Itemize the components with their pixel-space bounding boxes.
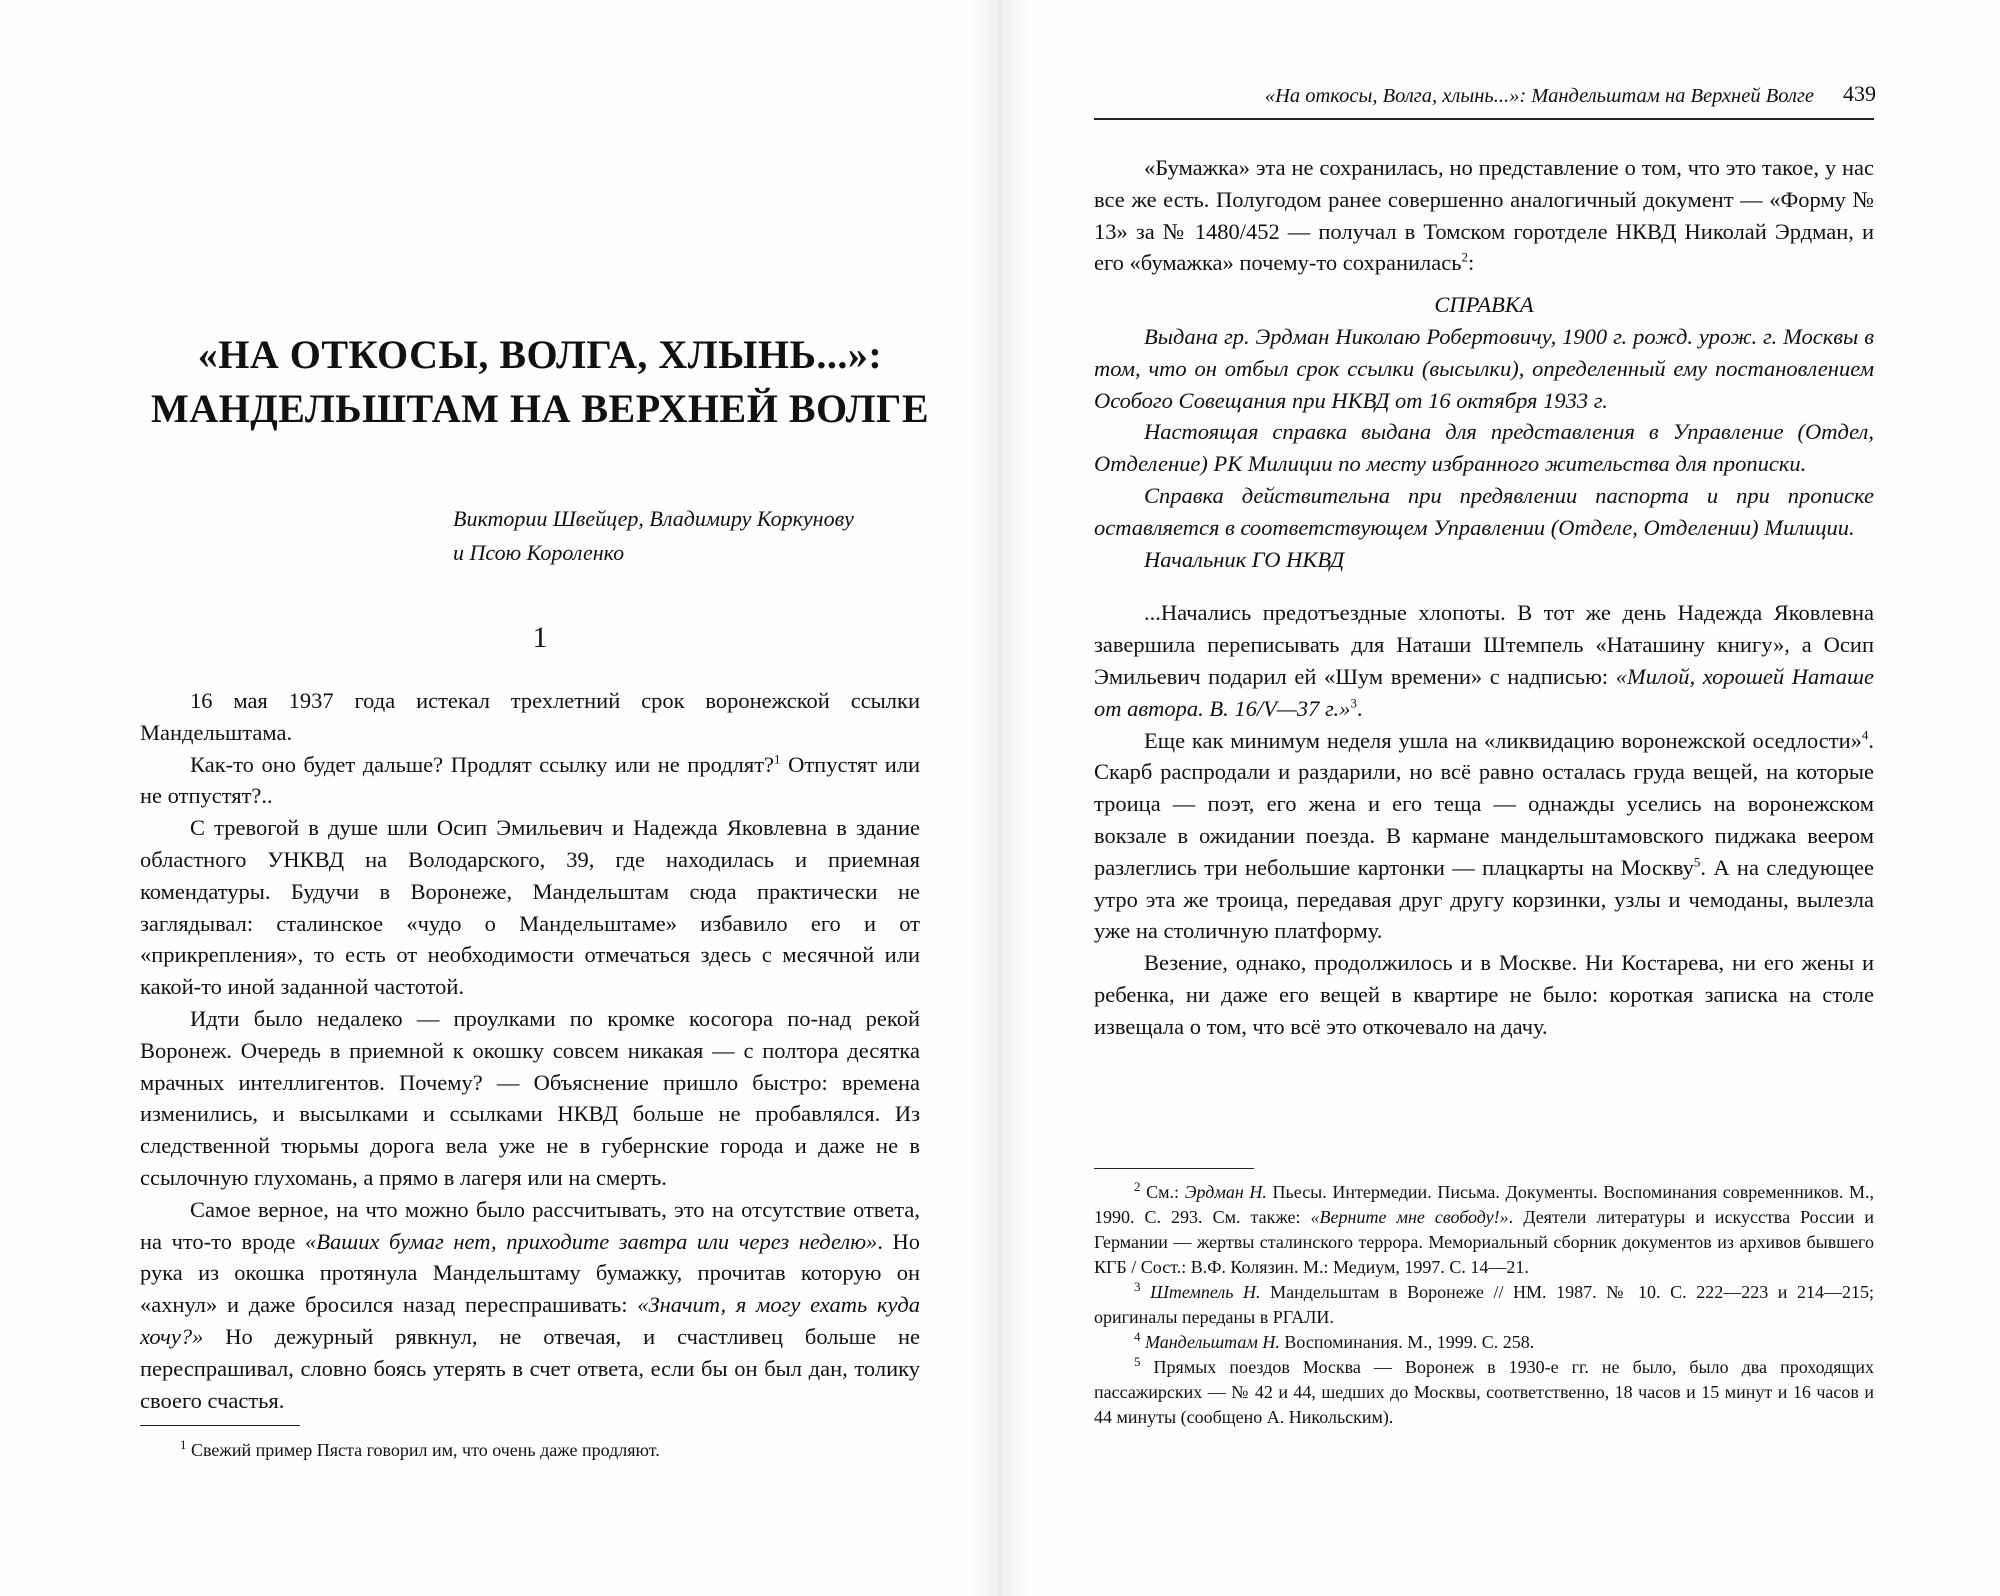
page-number: 439 <box>1843 81 1876 106</box>
paragraph <box>140 1194 920 1417</box>
document-paragraph: Настоящая справка выдана для представления в Управление (Отдел, Отделение) РК Милиции по месту избранного жительства для прописки. <box>1094 419 1874 477</box>
footnote-5 <box>1094 1355 1874 1430</box>
running-head: «На откосы, Волга, хлынь...»: Мандельштам на Верхней Волге <box>1264 85 1814 107</box>
footnote-author: Мандельштам Н. <box>1145 1332 1280 1352</box>
paragraph-text: . Скарб распродали и раздарили, но всё равно осталась груда вещей, на которые троица — поэт, его жена и его теща — однажды уселись на воронежском вокзале в ожидании поезда. В кармане мандельштамовского пиджака веером разлеглись три небольшие картонки — плацкарты на Москву <box>1094 727 1874 880</box>
paragraph <box>140 749 920 813</box>
paragraph-text: ...Начались предотъездные хлопоты. В тот же день Надежда Яковлевна завершила переписывать для Наташи Штемпель «Наташину книгу», а Осип Эмильевич подарил ей «Шум времени» с надписью: <box>1094 600 1874 689</box>
dedication-line-2: и Псою Короленко <box>453 540 625 565</box>
footnote-text: . Деятели литературы и искусства России и Германии — жертвы сталинского террора. Мемориальный сборник документов из архивов бывшего КГБ / Сост.: В.Ф. Колязин. М.: Медиум, 1997. С. 14—21. <box>1094 1207 1874 1277</box>
chapter-title-line-2: МАНДЕЛЬШТАМ НА ВЕРХНЕЙ ВОЛГЕ <box>150 386 930 431</box>
paragraph-text: . <box>1356 695 1363 721</box>
paragraph: Везение, однако, продолжилось и в Москве. Ни Костарева, ни его жены и ребенка, ни даже его вещей в квартире не было: короткая записка на столе извещала о том, что всё это откочевало на дачу. <box>1094 950 1874 1039</box>
paragraph-text: . А на следующее утро эта же троица, передавая друг другу корзинки, узлы и чемоданы, вылезла уже на столичную платформу. <box>1094 854 1874 944</box>
paragraph-text: Но дежурный рявкнул, не отвечая, и счастливец больше не переспрашивал, словно боясь утерять в счет ответа, если бы он был дан, толику своего счастья. <box>140 1323 920 1413</box>
paragraph: С тревогой в душе шли Осип Эмильевич и Надежда Яковлевна в здание областного УНКВД на Володарского, 39, где находилась и приемная комендатуры. Будучи в Воронеже, Мандельштам сюда практически не заглядывал: сталинское «чудо о Мандельштаме» избавило его и от «прикрепления», то есть от необходимости отмечаться здесь с месячной или какой-то иной заданной частотой. <box>140 815 920 1000</box>
quoted-speech: «Значит, я могу ехать куда хочу?» <box>140 1292 921 1349</box>
document-signature: Начальник ГО НКВД <box>1144 546 1345 572</box>
footnote-ref: 5 <box>1693 854 1701 870</box>
paragraph: Идти было недалеко — проулками по кромке косогора по-над рекой Воронеж. Очередь в приемной к окошку совсем никакая — с полтора десятка мрачных интеллигентов. Почему? — Объяснение пришло быстро: времена изменились, и высылками и ссылками НКВД больше не пробавлялся. Из следственной тюрьмы дорога вела уже не в губернские города и даже не в ссылочную глухомань, а прямо в лагеря или на смерть. <box>140 1005 920 1190</box>
paragraph: 16 мая 1937 года истекал трехлетний срок воронежской ссылки Мандельштама. <box>140 688 920 745</box>
footnote-author: Штемпель Н. <box>1150 1282 1261 1302</box>
footnote-ref: 1 <box>774 751 781 767</box>
footnote-text: Мандельштам в Воронеже // НМ. 1987. № 10. С. 222—223 и 214—215; оригиналы переданы в РГАЛИ. <box>1094 1282 1874 1327</box>
footnote-number: 2 <box>1134 1179 1141 1194</box>
footnote-text: Прямых поездов Москва — Воронеж в 1930-е гг. не было, было два проходящих пассажирских — № 42 и 44, шедших до Москвы, соответственно, 18 часов и 15 минут и 16 часов и 44 минуты (сообщено А. Никольским). <box>1094 1357 1874 1427</box>
footnote-divider <box>1094 1168 1254 1169</box>
section-number: 1 <box>532 621 548 654</box>
footnote-2 <box>1094 1180 1874 1280</box>
footnote-number: 5 <box>1134 1354 1141 1369</box>
paragraph-text: «Бумажка» эта не сохранилась, но представление о том, что это такое, у нас все же есть. Полугодом ранее совершенно аналогичный документ — «Форму № 13» за № 1480/452 — получал в Томском горотделе НКВД Николай Эрдман, и его «бумажка» почему-то сохранилась <box>1094 155 1874 276</box>
paragraph <box>1094 597 1874 724</box>
footnote-ref: 3 <box>1350 695 1357 711</box>
right-footnotes <box>1094 1180 1874 1430</box>
dedication-line-1: Виктории Швейцер, Владимиру Коркунову <box>453 506 854 531</box>
footnote-number: 1 <box>180 1437 187 1452</box>
footnote-author: Эрдман Н. <box>1184 1182 1267 1202</box>
footnote-text: См.: <box>1140 1182 1185 1202</box>
paragraph-text: Самое верное, на что можно было рассчитывать, это на отсутствие ответа, на что-то вроде <box>140 1196 920 1254</box>
footnote-title: «Верните мне свободу!» <box>1310 1207 1509 1227</box>
paragraph <box>1094 152 1874 279</box>
right-body-text <box>1094 152 1874 1043</box>
paragraph-text: Отпустят или не отпустят?.. <box>140 751 920 809</box>
spacer <box>1094 575 1874 597</box>
footnote-text: Свежий пример Пяста говорил им, что очень даже продляют. <box>186 1440 660 1460</box>
paragraph-text: Как-то оно будет дальше? Продлят ссылку или не продлят? <box>190 751 775 777</box>
quoted-speech: «Ваших бумаг нет, приходите завтра или через неделю» <box>304 1228 878 1254</box>
footnote-3 <box>1094 1280 1874 1330</box>
chapter-title-line-1: «НА ОТКОСЫ, ВОЛГА, ХЛЫНЬ...»: <box>197 332 883 377</box>
document-paragraph: Выдана гр. Эрдман Николаю Робертовичу, 1900 г. рожд. урож. г. Москвы в том, что он отбыл срок ссылки (высылки), определенный ему постановлением Особого Совещания при НКВД от 16 октября 1933 г. <box>1094 323 1874 413</box>
paragraph-text: : <box>1468 250 1475 276</box>
chapter-title <box>140 328 940 436</box>
dedication <box>453 502 973 570</box>
footnote-number: 4 <box>1134 1329 1141 1344</box>
footnote-1 <box>140 1438 920 1463</box>
footnote-ref: 2 <box>1461 249 1469 265</box>
paragraph <box>1094 725 1874 948</box>
left-body-text <box>140 685 920 1416</box>
footnote-number: 3 <box>1134 1279 1141 1294</box>
footnote-ref: 4 <box>1861 727 1869 743</box>
footnote-divider <box>140 1425 300 1426</box>
document-title: СПРАВКА <box>1434 292 1534 318</box>
footnote-text: Пьесы. Интермедии. Письма. Документы. Воспоминания современников. М., 1990. С. 293. См. также: <box>1094 1182 1874 1227</box>
footnote-4 <box>1094 1330 1874 1355</box>
footnote-text: Воспоминания. М., 1999. С. 258. <box>1279 1332 1535 1352</box>
paragraph-text: Еще как минимум неделя ушла на «ликвидацию воронежской оседлости» <box>1144 727 1862 753</box>
running-head-rule <box>1094 118 1874 120</box>
inscription-quote: «Милой, хорошей Наташе от автора. В. 16/V—37 г.» <box>1094 663 1874 721</box>
paragraph-text: . Но рука из окошка протянула Мандельштаму бумажку, прочитав которую он «ахнул» и даже бросился назад переспрашивать: <box>140 1228 920 1318</box>
document-paragraph: Справка действительна при предявлении паспорта и при прописке оставляется в соответствующем Управлении (Отделе, Отделении) Милиции. <box>1094 482 1874 540</box>
